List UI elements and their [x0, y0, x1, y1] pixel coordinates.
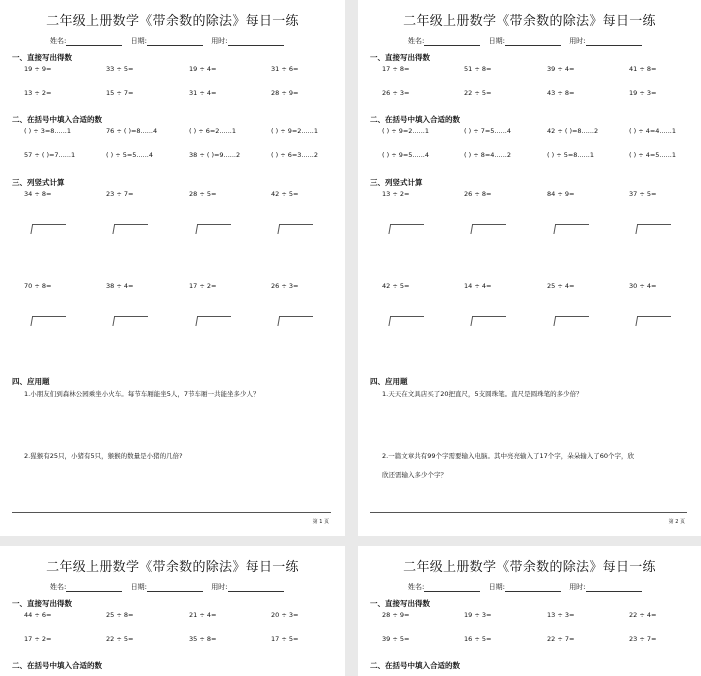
section-4-heading: 四、应用题 — [12, 377, 50, 386]
problem: ( ) ÷ 3=8......1 — [24, 127, 71, 135]
problem: 19 ÷ 3= — [464, 611, 492, 619]
long-division-bracket — [390, 316, 424, 326]
long-division-bracket — [555, 316, 589, 326]
problem: 34 ÷ 8= — [24, 190, 52, 198]
problem: 39 ÷ 4= — [547, 65, 575, 73]
section-1-heading: 一、直接写出得数 — [12, 599, 72, 608]
problem: 21 ÷ 4= — [189, 611, 217, 619]
long-division-bracket — [637, 224, 671, 234]
problem: 41 ÷ 8= — [629, 65, 657, 73]
problem: 44 ÷ 6= — [24, 611, 52, 619]
long-division-bracket — [555, 224, 589, 234]
section-1-heading: 一、直接写出得数 — [370, 53, 430, 62]
date-label: 日期: — [130, 583, 147, 591]
worksheet-page-3 — [0, 546, 345, 676]
page-title: 二年级上册数学《带余数的除法》每日一练 — [403, 560, 656, 575]
time-blank[interactable] — [228, 37, 284, 46]
problem: 19 ÷ 4= — [189, 65, 217, 73]
long-division-bracket — [32, 316, 66, 326]
problem: 14 ÷ 4= — [464, 282, 492, 290]
section-4-heading: 四、应用题 — [370, 377, 408, 386]
footer-divider — [12, 512, 331, 513]
section-1-heading: 一、直接写出得数 — [370, 599, 430, 608]
section-2-heading: 二、在括号中填入合适的数 — [370, 115, 460, 124]
worksheet-page-1 — [0, 0, 345, 536]
problem: 30 ÷ 4= — [629, 282, 657, 290]
word-problem-1: 1.小朋友们到森林公园乘坐小火车。每节车厢能坐5人，7节车厢一共能坐多少人？ — [24, 390, 260, 398]
problem: 57 ÷ ( )=7......1 — [24, 151, 76, 159]
problem: 16 ÷ 5= — [464, 635, 492, 643]
name-blank[interactable] — [424, 583, 480, 592]
problem: ( ) ÷ 9=2......1 — [382, 127, 429, 135]
section-2-heading: 二、在括号中填入合适的数 — [12, 115, 102, 124]
problem: 22 ÷ 5= — [106, 635, 134, 643]
problem: ( ) ÷ 4=4......1 — [629, 127, 676, 135]
name-label: 姓名: — [50, 583, 67, 591]
problem: 17 ÷ 2= — [189, 282, 217, 290]
footer-divider — [370, 512, 687, 513]
long-division-bracket — [279, 316, 313, 326]
date-blank[interactable] — [147, 583, 203, 592]
problem: 42 ÷ 5= — [271, 190, 299, 198]
problem: 70 ÷ 8= — [24, 282, 52, 290]
name-blank[interactable] — [66, 583, 122, 592]
problem: 13 ÷ 2= — [382, 190, 410, 198]
problem: 38 ÷ ( )=9......2 — [189, 151, 241, 159]
word-problem-2: 2.猩猴有25只，小猪有5只，猴猴的数量是小猪的几倍? — [24, 452, 183, 460]
long-division-bracket — [197, 224, 231, 234]
problem: 15 ÷ 7= — [106, 89, 134, 97]
date-label: 日期: — [130, 37, 147, 45]
problem: ( ) ÷ 6=3......2 — [271, 151, 318, 159]
problem: 35 ÷ 8= — [189, 635, 217, 643]
time-blank[interactable] — [586, 37, 642, 46]
date-label: 日期: — [488, 583, 505, 591]
problem: 76 ÷ ( )=8......4 — [106, 127, 158, 135]
problem: 22 ÷ 5= — [464, 89, 492, 97]
problem: 28 ÷ 9= — [382, 611, 410, 619]
long-division-bracket — [472, 224, 506, 234]
date-label: 日期: — [488, 37, 505, 45]
problem: 19 ÷ 9= — [24, 65, 52, 73]
problem: 26 ÷ 8= — [464, 190, 492, 198]
word-problem-2-continued: 欣还需输入多少个字？ — [382, 471, 447, 479]
problem: 31 ÷ 6= — [271, 65, 299, 73]
problem: 42 ÷ 5= — [382, 282, 410, 290]
problem: 17 ÷ 8= — [382, 65, 410, 73]
name-blank[interactable] — [424, 37, 480, 46]
long-division-bracket — [197, 316, 231, 326]
time-blank[interactable] — [228, 583, 284, 592]
problem: ( ) ÷ 8=4......2 — [464, 151, 511, 159]
problem: 28 ÷ 5= — [189, 190, 217, 198]
problem: 17 ÷ 2= — [24, 635, 52, 643]
problem: 84 ÷ 9= — [547, 190, 575, 198]
problem: ( ) ÷ 9=5......4 — [382, 151, 429, 159]
section-3-heading: 三、列竖式计算 — [12, 178, 65, 187]
problem: 17 ÷ 5= — [271, 635, 299, 643]
date-blank[interactable] — [505, 583, 561, 592]
problem: 25 ÷ 4= — [547, 282, 575, 290]
time-label: 用时: — [211, 37, 228, 45]
student-info — [50, 36, 284, 46]
page-title: 二年级上册数学《带余数的除法》每日一练 — [46, 14, 299, 29]
name-label: 姓名: — [408, 583, 425, 591]
problem: 38 ÷ 4= — [106, 282, 134, 290]
problem: ( ) ÷ 9=2......1 — [271, 127, 318, 135]
student-info — [408, 582, 642, 592]
problem: 13 ÷ 3= — [547, 611, 575, 619]
name-label: 姓名: — [50, 37, 67, 45]
name-label: 姓名: — [408, 37, 425, 45]
problem: 22 ÷ 4= — [629, 611, 657, 619]
problem: 23 ÷ 7= — [629, 635, 657, 643]
problem: 33 ÷ 5= — [106, 65, 134, 73]
long-division-bracket — [390, 224, 424, 234]
date-blank[interactable] — [147, 37, 203, 46]
long-division-bracket — [114, 224, 148, 234]
section-2-heading: 二、在括号中填入合适的数 — [370, 661, 460, 670]
problem: 28 ÷ 9= — [271, 89, 299, 97]
page-number: 第 2 页 — [668, 519, 685, 525]
problem: 42 ÷ ( )=8......2 — [547, 127, 599, 135]
problem: 26 ÷ 3= — [382, 89, 410, 97]
problem: 20 ÷ 3= — [271, 611, 299, 619]
section-3-heading: 三、列竖式计算 — [370, 178, 423, 187]
section-2-heading: 二、在括号中填入合适的数 — [12, 661, 102, 670]
problem: 37 ÷ 5= — [629, 190, 657, 198]
name-blank[interactable] — [66, 37, 122, 46]
problem: 23 ÷ 7= — [106, 190, 134, 198]
time-label: 用时: — [569, 583, 586, 591]
time-label: 用时: — [569, 37, 586, 45]
student-info — [50, 582, 284, 592]
problem: 22 ÷ 7= — [547, 635, 575, 643]
long-division-bracket — [32, 224, 66, 234]
page-number: 第 1 页 — [312, 519, 329, 525]
problem: ( ) ÷ 4=5......1 — [629, 151, 676, 159]
problem: ( ) ÷ 5=8......1 — [547, 151, 594, 159]
problem: 13 ÷ 2= — [24, 89, 52, 97]
time-blank[interactable] — [586, 583, 642, 592]
long-division-bracket — [279, 224, 313, 234]
word-problem-2: 2.一篇文章共有99个字需要输入电脑。其中亮亮输入了17个字，朵朵输入了60个字，欣 — [382, 452, 635, 460]
problem: 26 ÷ 3= — [271, 282, 299, 290]
problem: 25 ÷ 8= — [106, 611, 134, 619]
problem: 43 ÷ 8= — [547, 89, 575, 97]
worksheet-page-2 — [358, 0, 701, 536]
date-blank[interactable] — [505, 37, 561, 46]
problem: 31 ÷ 4= — [189, 89, 217, 97]
worksheet-page-4 — [358, 546, 701, 676]
long-division-bracket — [114, 316, 148, 326]
problem: 51 ÷ 8= — [464, 65, 492, 73]
problem: ( ) ÷ 7=5......4 — [464, 127, 511, 135]
student-info — [408, 36, 642, 46]
word-problem-1: 1.天天在文具店买了20把直尺，5支圆珠笔。直尺是圆珠笔的多少倍？ — [382, 390, 583, 398]
problem: ( ) ÷ 5=5......4 — [106, 151, 153, 159]
problem: 39 ÷ 5= — [382, 635, 410, 643]
section-1-heading: 一、直接写出得数 — [12, 53, 72, 62]
problem: 19 ÷ 3= — [629, 89, 657, 97]
time-label: 用时: — [211, 583, 228, 591]
page-title: 二年级上册数学《带余数的除法》每日一练 — [46, 560, 299, 575]
long-division-bracket — [637, 316, 671, 326]
long-division-bracket — [472, 316, 506, 326]
problem: ( ) ÷ 6=2......1 — [189, 127, 236, 135]
page-title: 二年级上册数学《带余数的除法》每日一练 — [403, 14, 656, 29]
